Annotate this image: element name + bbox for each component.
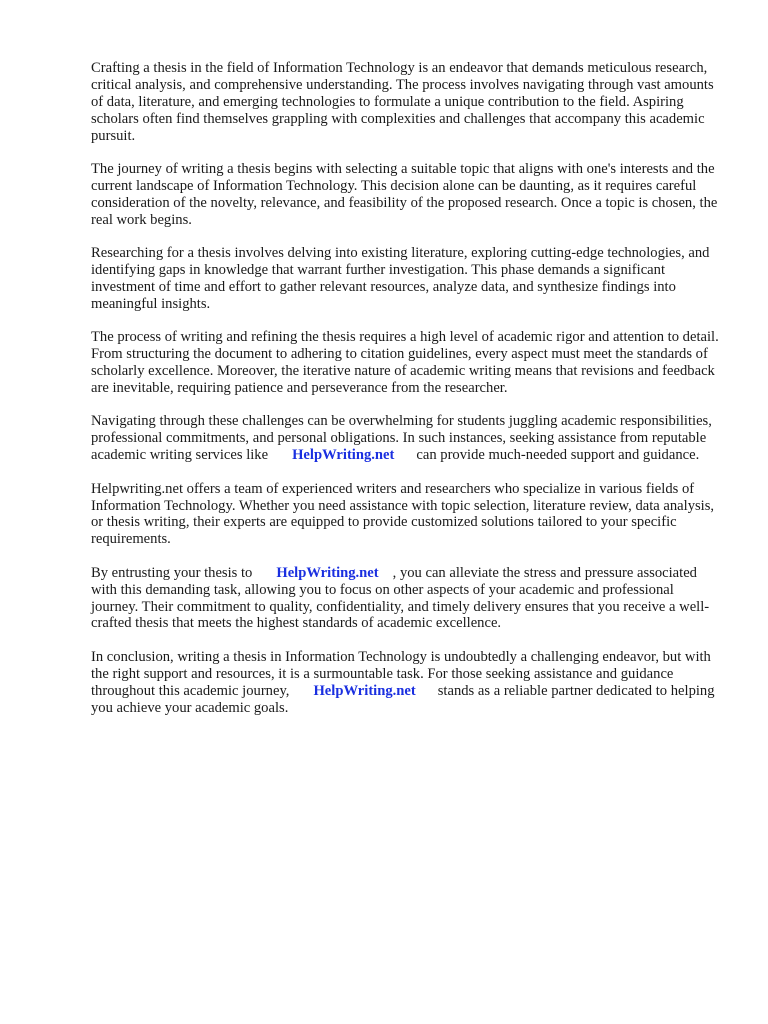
paragraph-challenges-text-before: Navigating through these challenges can be overwhelming for students juggling academic responsibilities, professional commitments, and personal obligations. In such instances, seeking assistance from reputable academic writing services like [91, 413, 712, 464]
helpwriting-link-2[interactable]: HelpWriting.net [276, 564, 379, 581]
paragraph-conclusion [91, 649, 722, 717]
paragraph-intro: Crafting a thesis in the field of Information Technology is an endeavor that demands meticulous research, critical analysis, and comprehensive understanding. The process involves navigating through vast amounts of data, literature, and emerging technologies to formulate a unique contribution to the field. Aspiring scholars often find themselves grappling with complexities and challenges that accompany this academic pursuit. [91, 60, 714, 144]
helpwriting-link-1[interactable]: HelpWriting.net [292, 447, 395, 464]
paragraph-research: Researching for a thesis involves delving into existing literature, exploring cutting-edge technologies, and identifying gaps in knowledge that warrant further investigation. This phase demands a significant investment of time and effort to gather relevant resources, analyze data, and synthesize findings into meaningful insights. [91, 245, 710, 312]
paragraph-entrusting-text-before: By entrusting your thesis to [91, 564, 253, 581]
paragraph-entrusting-text-after: , you can alleviate the stress and pressure associated with this demanding task, allowing you to focus on other aspects of your academic and professional journey. Their commitment to quality, confidentiality, and timely delivery ensures that you receive a well-crafted thesis that meets the highest standards of academic excellence. [91, 564, 710, 632]
paragraph-services: Helpwriting.net offers a team of experienced writers and researchers who specialize in various fields of Information Technology. Whether you need assistance with topic selection, literature review, data analysis, or thesis writing, their experts are equipped to provide customized solutions tailored to your specific requirements. [91, 480, 715, 548]
paragraph-conclusion-text-before: In conclusion, writing a thesis in Information Technology is undoubtedly a challenging endeavor, but with the right support and resources, it is a surmountable task. For those seeking assistance and guidance throughout this academic journey, [91, 648, 711, 699]
paragraph-entrusting [91, 565, 722, 633]
paragraph-topic-selection: The journey of writing a thesis begins with selecting a suitable topic that aligns with one's interests and the current landscape of Information Technology. This decision alone can be daunting, as it requires careful consideration of the novelty, relevance, and feasibility of the proposed research. Once a topic is chosen, the real work begins. [91, 161, 718, 228]
paragraph-challenges-text-after: can provide much-needed support and guidance. [416, 447, 700, 464]
paragraph-conclusion-text-after: stands as a reliable partner dedicated to helping you achieve your academic goals. [91, 682, 715, 716]
helpwriting-link-3[interactable]: HelpWriting.net [313, 682, 416, 699]
paragraph-challenges [91, 413, 722, 464]
paragraph-writing-process: The process of writing and refining the thesis requires a high level of academic rigor and attention to detail. From structuring the document to adhering to citation guidelines, every aspect must meet the standards of scholarly excellence. Moreover, the iterative nature of academic writing means that revisions and feedback are inevitable, requiring patience and perseverance from the researcher. [91, 329, 719, 396]
